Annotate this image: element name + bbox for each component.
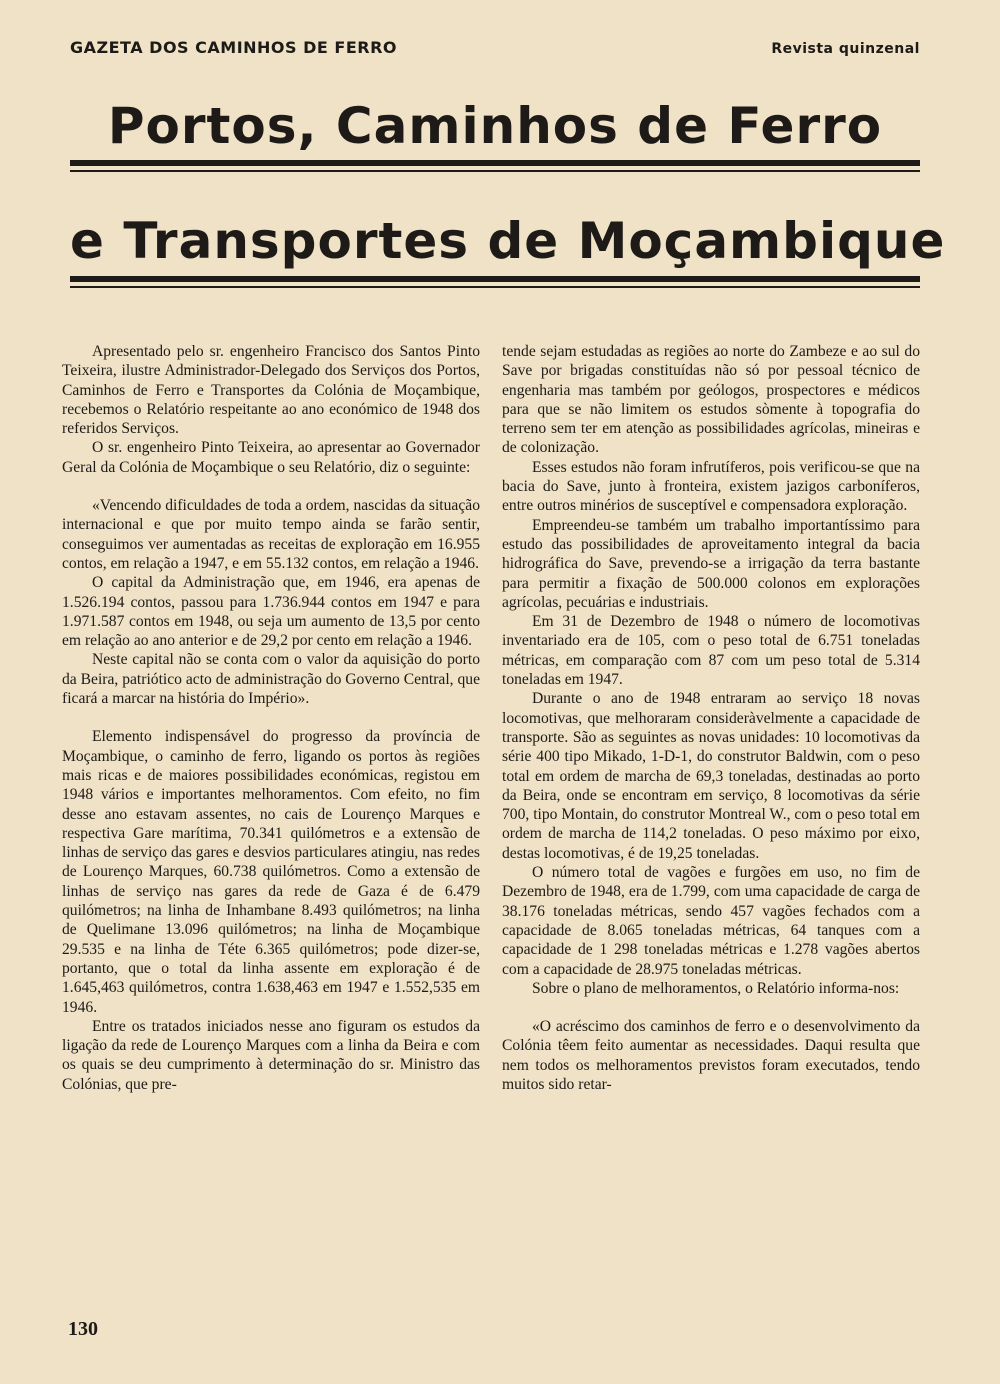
paragraph: Apresentado pelo sr. engenheiro Francisco dos Santos Pinto Teixeira, ilustre Administrador-Delegado dos Serviços dos Portos, Caminhos de Ferro e Transportes da Colónia de Moçambique, recebemos o Relatório respeitante ao ano económico de 1948 dos referidos Serviços. xyxy=(62,343,480,438)
article-title-line-1: Portos, Caminhos de Ferro xyxy=(107,97,883,155)
paragraph: Empreendeu-se também um trabalho importantíssimo para estudo das possibilidades de aproveitamento integral da bacia hidrográfica do Save, prevendo-se a irrigação da terra bastante para permitir a fixação de 500.000 colonos em explorações agrícolas, pecuárias e industriais. xyxy=(502,516,920,611)
article-title-line-2: e Transportes de Moçambique xyxy=(70,212,946,270)
paragraph: Entre os tratados iniciados nesse ano figuram os estudos da ligação da rede de Lourenço Marques com a linha da Beira e com os quais se deu cumprimento à determinação do sr. Ministro das Colónias, que pre- xyxy=(62,1017,480,1093)
paragraph: Em 31 de Dezembro de 1948 o número de locomotivas inventariado era de 105, com o peso total de 6.751 toneladas métricas, em comparação com 87 com um peso total de 5.314 toneladas em 1947. xyxy=(502,613,920,689)
paragraph: Elemento indispensável do progresso da província de Moçambique, o caminho de ferro, ligando os portos às regiões mais ricas e de maiores possibilidades económicas, registou em 1948 vários e importantes melhoramentos. Com efeito, no fim desse ano estavam assentes, no cais de Lourenço Marques e respectiva Gare marítima, 70.341 quilómetros e a extensão de linhas de serviço das gares e desvios particulares atingiu, nas redes de Lourenço Marques, 60.738 quilómetros. Como a extensão de linhas de serviço nas gares da rede de Gaza é de 6.479 quilómetros; na linha de Inhambane 8.493 quilómetros; na linha de Quelimane 13.096 quilómetros; na linha de Moçambique 29.535 e na linha de Téte 6.365 quilómetros; pode dizer-se, portanto, que o total da linha assente em exploração é de 1.645,463 quilómetros, contra 1.638,463 em 1947 e 1.552,535 em 1946. xyxy=(62,728,480,1016)
paragraph: Neste capital não se conta com o valor da aquisição do porto da Beira, patriótico acto de administração do Governo Central, que ficará a marcar na história do Império». xyxy=(62,651,480,708)
paragraph: Sobre o plano de melhoramentos, o Relatório informa-nos: xyxy=(532,979,900,997)
paragraph: O capital da Administração que, em 1946, era apenas de 1.526.194 contos, passou para 1.736.944 contos em 1947 e para 1.971.587 contos em 1948, ou seja um aumento de 13,5 por cento em relação ao ano anterior e de 29,2 por cento em relação a 1946. xyxy=(62,574,480,650)
paragraph: «Vencendo dificuldades de toda a ordem, nascidas da situação internacional e que por muito tempo ainda se farão sentir, conseguimos ver aumentadas as receitas de exploração em 16.955 contos, em relação a 1947, e em 55.132 contos, em relação a 1946. xyxy=(62,497,480,572)
title-rule-top-thick xyxy=(70,160,920,166)
paragraph: «O acréscimo dos caminhos de ferro e o desenvolvimento da Colónia têem feito aumentar as necessidades. Daqui resulta que nem todos os melhoramentos previstos foram executados, tendo muitos sido retar- xyxy=(502,1018,920,1093)
publication-name: GAZETA DOS CAMINHOS DE FERRO xyxy=(70,38,398,57)
running-header xyxy=(70,38,920,57)
article-body xyxy=(62,342,920,1094)
paragraph: O número total de vagões e furgões em uso, no fim de Dezembro de 1948, era de 1.799, com uma capacidade de carga de 38.176 toneladas métricas, sendo 457 vagões fechados com a capacidade de 8.065 toneladas métricas, 64 tanques com a capacidade de 1 298 toneladas métricas e 1.278 vagões abertos com a capacidade de 28.975 toneladas métricas. xyxy=(502,864,920,978)
publication-subtitle: Revista quinzenal xyxy=(771,41,920,57)
page-number: 130 xyxy=(68,1318,98,1340)
title-rule-bottom-thick xyxy=(70,276,920,282)
title-rule-bottom-thin xyxy=(70,286,920,288)
paragraph: tende sejam estudadas as regiões ao norte do Zambeze e ao sul do Save por brigadas constituídas não só por pessoal técnico de engenharia mas também por geólogos, prospectores e médicos para que se não limitem os estudos sòmente à topografia do terreno sem ter em atenção as possibilidades agrícolas, mineiras e de colonização. xyxy=(502,343,920,457)
left-column xyxy=(62,342,480,1094)
right-column xyxy=(502,342,920,1094)
paragraph: Durante o ano de 1948 entraram ao serviço 18 novas locomotivas, que melhoraram consideràvelmente a capacidade de transporte. São as seguintes as novas unidades: 10 locomotivas da série 400 tipo Mikado, 1-D-1, do construtor Baldwin, com o peso total em ordem de marcha de 69,3 toneladas, destinadas ao porto da Beira, onde se encontram em serviço, 8 locomotivas da série 700, tipo Montain, do construtor Montreal W., com o peso total em ordem de marcha de 114,2 toneladas. O peso máximo por eixo, destas locomotivas, é de 19,25 toneladas. xyxy=(502,690,920,862)
paragraph: O sr. engenheiro Pinto Teixeira, ao apresentar ao Governador Geral da Colónia de Moçambique o seu Relatório, diz o seguinte: xyxy=(62,439,480,476)
title-rule-top-thin xyxy=(70,170,920,172)
paragraph: Esses estudos não foram infrutíferos, pois verificou-se que na bacia do Save, junto à fronteira, existem jazigos carboníferos, entre outros minérios de susceptível e compensadora exploração. xyxy=(502,458,920,515)
